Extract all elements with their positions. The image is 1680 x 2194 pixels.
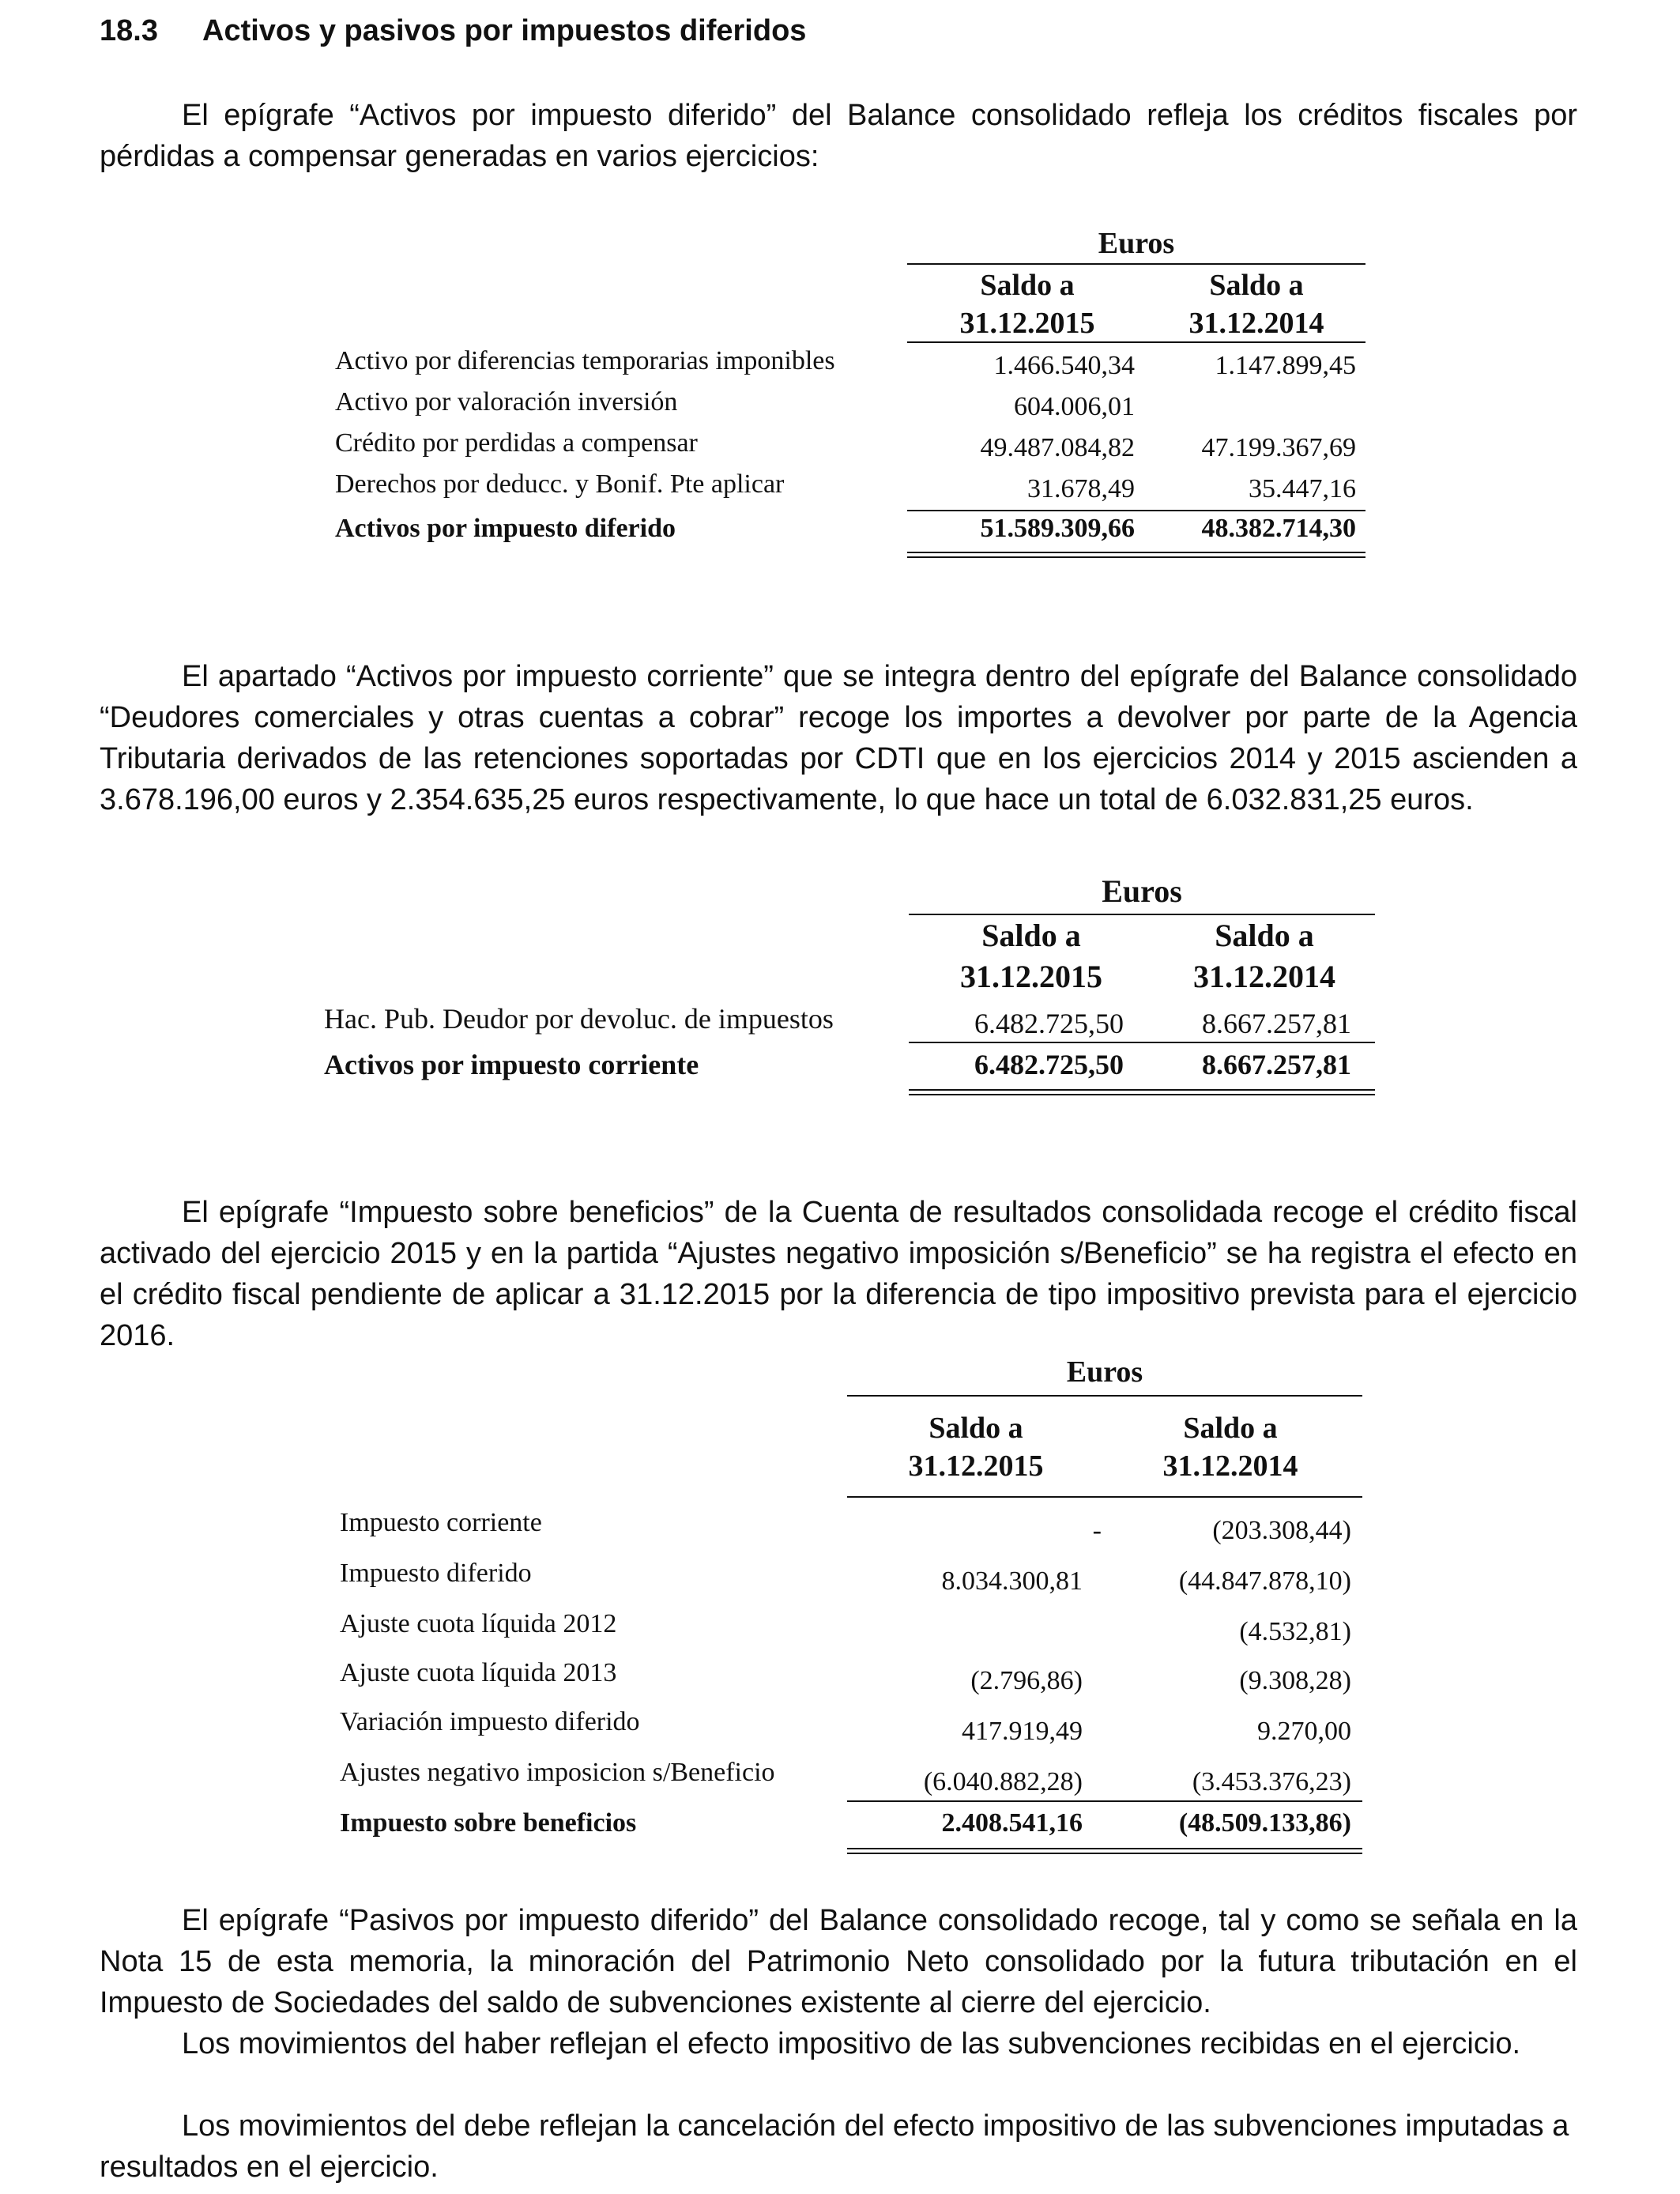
table3-col-2015: Saldo a 31.12.2015 — [908, 1412, 1044, 1483]
table2-total-value-2015: 6.482.725,50 — [974, 1049, 1124, 1080]
table1-row-value-2015: 1.466.540,34 — [993, 351, 1135, 380]
table1-row-label: Activo por valoración inversión — [335, 387, 678, 417]
table1-row-label: Activo por diferencias temporarias imponibles — [335, 346, 835, 375]
table3-row-label: Ajustes negativo imposicion s/Beneficio — [340, 1758, 775, 1787]
table3-row-label: Variación impuesto diferido — [340, 1707, 640, 1736]
table2-col-2014: Saldo a 31.12.2014 — [1193, 918, 1335, 994]
table1-col-rule — [907, 341, 1365, 343]
table3-total-value-2014: (48.509.133,86) — [1178, 1808, 1351, 1838]
table2-total-label: Activos por impuesto corriente — [324, 1049, 699, 1080]
table1-row-value-2014: 35.447,16 — [1249, 474, 1356, 503]
table2-row-value-2014: 8.667.257,81 — [1202, 1008, 1351, 1039]
table3-row-value-2014: (203.308,44) — [1212, 1516, 1351, 1545]
table2-total-value-2014: 8.667.257,81 — [1202, 1049, 1351, 1080]
table1-header-rule — [907, 263, 1365, 265]
table2-col-2015: Saldo a 31.12.2015 — [960, 918, 1102, 994]
table1-row-value-2014: 1.147.899,45 — [1215, 351, 1356, 380]
paragraph-deferred-tax-assets: El epígrafe “Activos por impuesto diferido” del Balance consolidado refleja los créditos fiscales por pérdidas a compensar generadas en varios ejercicios: — [100, 99, 1577, 173]
table1-col-2014: Saldo a 31.12.2014 — [1188, 269, 1324, 340]
table2-row-label: Hac. Pub. Deudor por devoluc. de impuestos — [324, 1003, 834, 1035]
table3-row-value-2015: 417.919,49 — [962, 1717, 1083, 1746]
section-title: Activos y pasivos por impuestos diferidos — [202, 14, 807, 47]
paragraph-deferred-tax-liabilities: El epígrafe “Pasivos por impuesto diferido” del Balance consolidado recoge, tal y como se señala en la Nota 15 de esta memoria, la minoración del Patrimonio Neto consolidado por la futura tributación en el Impuesto de Sociedades del saldo de subvenciones existente al cierre del ejercicio. — [100, 1904, 1577, 2019]
table1-currency-header: Euros — [1098, 227, 1175, 260]
table1-total-value-2014: 48.382.714,30 — [1201, 514, 1356, 543]
table1-row-label: Derechos por deducc. y Bonif. Pte aplicar — [335, 469, 785, 499]
table1-total-double-rule — [907, 552, 1365, 558]
table3-col-rule — [847, 1496, 1362, 1498]
table3-col-2014: Saldo a 31.12.2014 — [1162, 1412, 1298, 1483]
table3-total-double-rule — [847, 1848, 1362, 1854]
table1-row-value-2015: 604.006,01 — [1014, 392, 1135, 421]
table3-subtotal-rule — [847, 1800, 1362, 1802]
table1-col-2015: Saldo a 31.12.2015 — [959, 269, 1095, 340]
table1-total-value-2015: 51.589.309,66 — [980, 514, 1135, 543]
table3-row-label: Impuesto corriente — [340, 1508, 542, 1537]
table2-row-value-2015: 6.482.725,50 — [974, 1008, 1124, 1039]
paragraph-credit-movements: Los movimientos del haber reflejan el efecto impositivo de las subvenciones recibidas en el ejercicio. — [182, 2027, 1521, 2060]
paragraph-debit-movements: Los movimientos del debe reflejan la cancelación del efecto impositivo de las subvenciones imputadas a resultados en el ejercicio. — [100, 2109, 1569, 2184]
table1-row-value-2015: 49.487.084,82 — [980, 433, 1135, 462]
section-heading — [100, 14, 806, 48]
table2-subtotal-rule — [909, 1042, 1375, 1043]
table3-row-value-2014: (3.453.376,23) — [1192, 1767, 1351, 1796]
section-number: 18.3 — [100, 14, 158, 47]
table1-row-value-2015: 31.678,49 — [1027, 474, 1135, 503]
table3-row-value-2015: (6.040.882,28) — [923, 1767, 1083, 1796]
table1-total-label: Activos por impuesto diferido — [335, 514, 676, 543]
table3-header-rule — [847, 1395, 1362, 1397]
table2-currency-header: Euros — [1102, 873, 1182, 909]
table1-subtotal-rule — [907, 510, 1365, 511]
table3-total-value-2015: 2.408.541,16 — [941, 1808, 1083, 1838]
table3-row-value-2014: 9.270,00 — [1257, 1717, 1351, 1746]
table3-total-label: Impuesto sobre beneficios — [340, 1808, 637, 1838]
table3-row-label: Ajuste cuota líquida 2013 — [340, 1658, 617, 1687]
table3-row-value-2014: (4.532,81) — [1239, 1617, 1351, 1646]
table3-row-label: Ajuste cuota líquida 2012 — [340, 1609, 617, 1638]
table3-row-label: Impuesto diferido — [340, 1559, 532, 1588]
table3-row-value-2014: (9.308,28) — [1239, 1666, 1351, 1695]
paragraph-income-tax: El epígrafe “Impuesto sobre beneficios” de la Cuenta de resultados consolidada recoge el crédito fiscal activado del ejercicio 2015 y en la partida “Ajustes negativo imposición s/Beneficio” se ha registra el efecto en el crédito fiscal pendiente de aplicar a 31.12.2015 por la diferencia de tipo impositivo prevista para el ejercicio 2016. — [100, 1196, 1577, 1352]
table3-row-value-2015: - — [1092, 1516, 1102, 1545]
table2-total-double-rule — [909, 1089, 1375, 1095]
table3-currency-header: Euros — [1066, 1355, 1143, 1389]
table1-row-label: Crédito por perdidas a compensar — [335, 428, 698, 458]
table1-row-value-2014: 47.199.367,69 — [1201, 433, 1356, 462]
table3-row-value-2015: 8.034.300,81 — [941, 1566, 1083, 1596]
paragraph-current-tax-assets: El apartado “Activos por impuesto corriente” que se integra dentro del epígrafe del Balance consolidado “Deudores comerciales y otras cuentas a cobrar” recoge los importes a devolver por parte de la Agencia Tributaria derivados de las retenciones soportadas por CDTI que en los ejercicios 2014 y 2015 ascienden a 3.678.196,00 euros y 2.354.635,25 euros respectivamente, lo que hace un total de 6.032.831,25 euros. — [100, 660, 1577, 816]
table3-row-value-2014: (44.847.878,10) — [1178, 1566, 1351, 1596]
table3-row-value-2015: (2.796,86) — [970, 1666, 1083, 1695]
